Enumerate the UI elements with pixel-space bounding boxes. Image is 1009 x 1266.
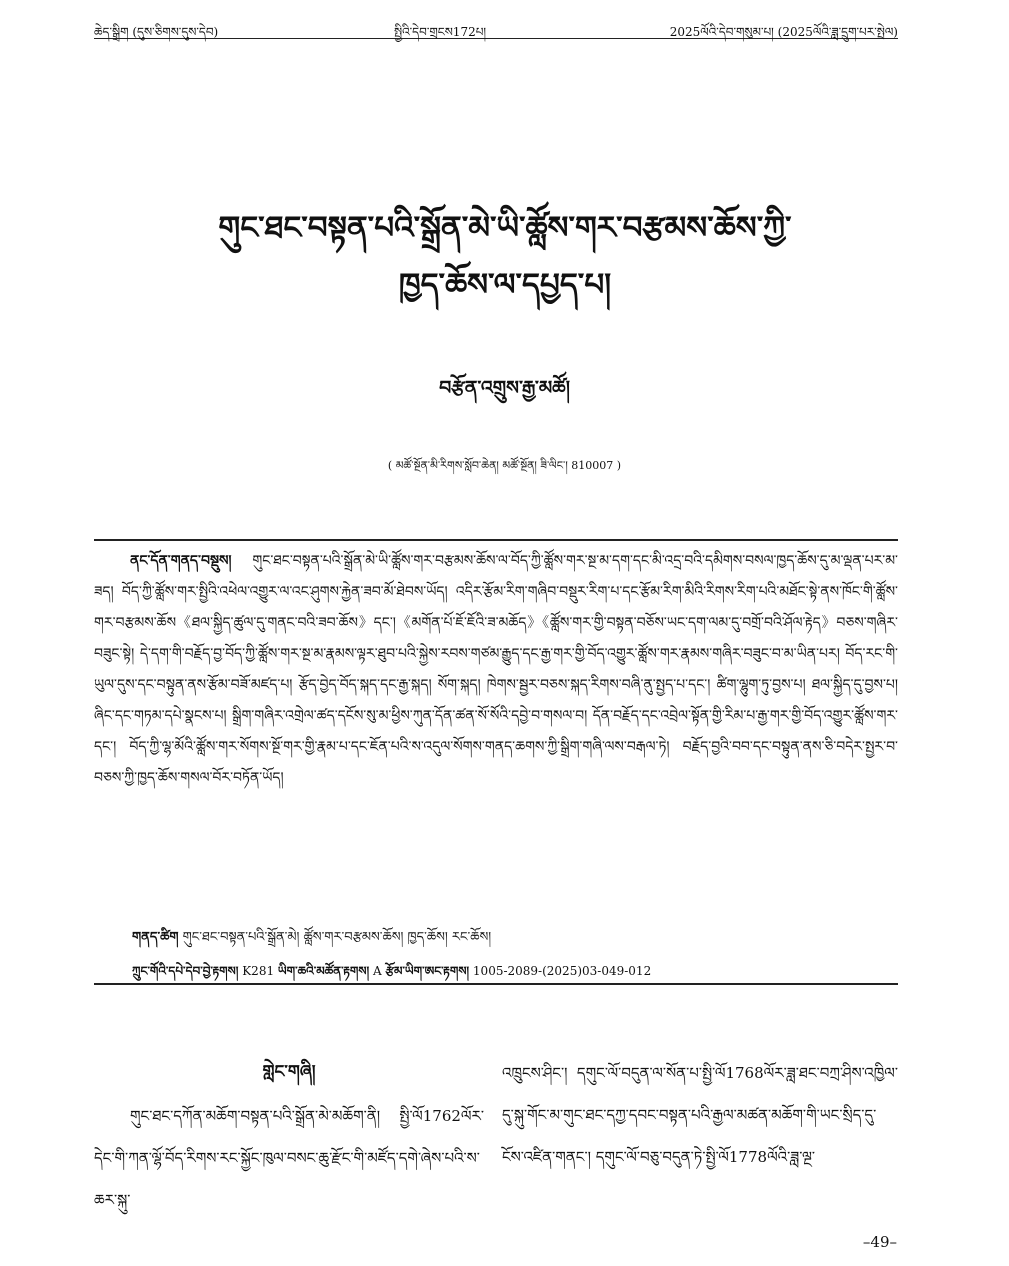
article-title-line-2: ཁྱད་ཆོས་ལ་དཔྱད་པ། (398, 267, 612, 303)
classification-line (132, 958, 651, 992)
header-issue-total: སྤྱིའི་དེབ་གྲངས172པ། (394, 25, 487, 39)
article-title-line-1: གུང་ཐང་བསྟན་པའི་སྒྲོན་མེ་ཡི་ཚློས་གར་བརྩམས་ཆོས་ཀྱི་ (218, 210, 792, 246)
running-header (94, 14, 898, 39)
author-name: བརྩོན་འགྲུས་རྒྱ་མཚོ། (439, 377, 570, 399)
body-column-left: གུང་ཐང་དཀོན་མཆོག་བསྟན་པའི་སྒྲོན་མེ་མཆོག་ནི། སྤྱི་ལོ1762ལོར་དེང་གི་ཀན་ལྷོ་བོད་རིགས་རང་སྐྱོང་ཁུལ་བསང་ཆུ་རྫོང་གི་མཛོད་དགེ་ཞེས་པའི་ས་ཆར་སྐུ་ (94, 1107, 484, 1209)
article-number: 1005-2089-(2025)03-049-012 (472, 964, 652, 978)
abstract-text: གུང་ཐང་བསྟན་པའི་སྒྲོན་མེ་ཡི་ཚློས་གར་བརྩམས་ཆོས་ལ་བོད་ཀྱི་ཚློས་གར་སྔ་མ་དག་དང་མི་འདྲ་བའི་དམིགས་བསལ་ཁྱད་ཆོས་དུ་མ་ལྡན་པར་མ་ཟད། བོད་ཀྱི་ཚློས་གར་སྤྱིའི་འཕེལ་འགྱུར་ལ་འང་ཤུགས་རྐྱེན་ཟབ་མོ་ཐེབས་ཡོད། འདིར་རྩོམ་རིག་གཞིབ་བསྡུར་རིག་པ་དང་རྩོམ་རིག་མིའི་རིགས་རིག་པའི་མཐོང་སྟེ་ནས་ཁོང་གི་ཚློས་གར་བརྩམས་ཆོས《ཐལ་སྐྱིད་ཚུལ་དུ་གནང་བའི་ཟབ་ཆོས》དང་།《མགོན་པོ་ཇོ་ཇོའི་ཟ་མཆོད》《ཚློས་གར་གྱི་བསྟན་བཅོས་ཡང་དག་ལམ་དུ་བགྲོ་བའི་ཤོལ་རྟེད》བཅས་གཞིར་བཟུང་སྟེ། དེ་དག་གི་བརྗོད་བྱ་བོད་ཀྱི་ཚློས་གར་སྔ་མ་རྣམས་ལྟར་ཐུབ་པའི་སྐྱེས་རབས་གཙམ་རྒྱུད་དང་རྒྱ་གར་གྱི་བོད་འགྱུར་ཚློས་གར་རྣམས་གཞིར་བཟུང་བ་མ་ཡིན་པར། བོད་རང་གི་ཡུལ་དུས་དང་བསྟུན་ནས་རྩོམ་བཟོ་མཛད་པ། རྩོད་བྱེད་བོད་སྐད་དང་རྒྱ་སྐད། སོག་སྐད། ཁེགས་སྦྱར་བཅས་སྐད་རིགས་བཞི་ནུ་སྤྱད་པ་དང་། ཚིག་ལྷུག་ཏུ་བྱས་པ། ཐལ་སྐྱིད་དུ་བྱས་པ། ཞིང་དང་གཏམ་དཔེ་སྣངས་པ། སྒྲིག་གཞིར་འགྲེལ་ཚད་དངོས་སུ་མ་ཕྱིས་ཀུན་དོན་ཚན་སོ་སོའི་དབྱེ་བ་གསལ་བ། དོན་བརྗོད་དང་འབྲེལ་སྟོན་གྱི་རིམ་པ་རྒྱ་གར་གྱི་བོད་འགྱུར་ཚློས་གར་དང་། བོད་ཀྱི་ལྷ་མོའི་ཚློས་གར་སོགས་སྔོ་གར་གྱི་རྣམ་པ་དང་ཇོན་པའི་ས་འདུལ་སོགས་གནད་ཆགས་ཀྱི་སྒྲིག་གཞི་ལས་བརྒལ་ཏེ། བརྗོད་བྱའི་བབ་དང་བསྟུན་ནས་ཅི་བདེར་སྤྱར་བ་བཅས་ཀྱི་ཁྱད་ཆོས་གསལ་བོར་བཏོན་ཡོད། (94, 553, 898, 786)
header-journal-name: ཆེད་སྒྲིག (དུས་ཅིགས་དུས་དེབ) (94, 25, 219, 39)
keywords-text: གུང་ཐང་བསྟན་པའི་སྒྲོན་མེ། ཚློས་གར་བརྩམས་ཆོས། ཁྱད་ཆོས། རང་ཆོས། (182, 930, 492, 945)
header-issue-date: 2025ལོའི་དེབ་གསུམ་པ། (2025ལོའི་ཟླ་དྲུག་པར་སྤེལ) (669, 25, 898, 39)
body-column-right: འཁྲུངས་ཤིང་། དགུང་ལོ་བདུན་ལ་སོན་པ་སྤྱི་ལོ1768ལོར་ཟླ་ཐང་བཀྲ་ཤིས་འཁྱིལ་དུ་སྐུ་གོང་མ་གུང་ཐང་དཀྱ་དབང་བསྟན་པའི་རྒྱལ་མཚན་མཆོག་གི་ཡང་སྲིད་དུ་ངོས་འཛིན་གནང་། དགུང་ལོ་བཅུ་བདུན་ཏེ་སྤྱི་ལོ1778ལོའི་ཟླ་ལྔ་ (502, 1064, 898, 1166)
abstract-block (94, 546, 898, 794)
keywords-label: གནད་ཚིག (132, 930, 179, 945)
page-number: –49– (862, 1233, 897, 1251)
document-code-label: ཡིག་ཆའི་མཚོན་རྟགས། (277, 964, 370, 978)
abstract-label: ནང་དོན་གནད་བསྡུས། (130, 553, 232, 569)
author-affiliation: ( མཚོ་སྔོན་མི་རིགས་སློབ་ཆེན། མཚོ་སྔོན། ཟི་ལིང་། 810007 ) (387, 459, 622, 472)
abstract-bottom-rule (94, 983, 898, 985)
article-number-label: རྩོམ་ཡིག་ཨང་རྟགས། (385, 964, 470, 978)
section-heading-introduction: གླེང་གཞི། (262, 1062, 316, 1082)
clc-label: ཀྲུང་གོའི་དཔེ་དེབ་བྱེ་རྟགས། (132, 964, 239, 978)
keywords-line (132, 922, 491, 959)
clc-code: K281 (242, 964, 275, 978)
document-code: A (372, 964, 382, 978)
abstract-top-rule (94, 539, 898, 541)
